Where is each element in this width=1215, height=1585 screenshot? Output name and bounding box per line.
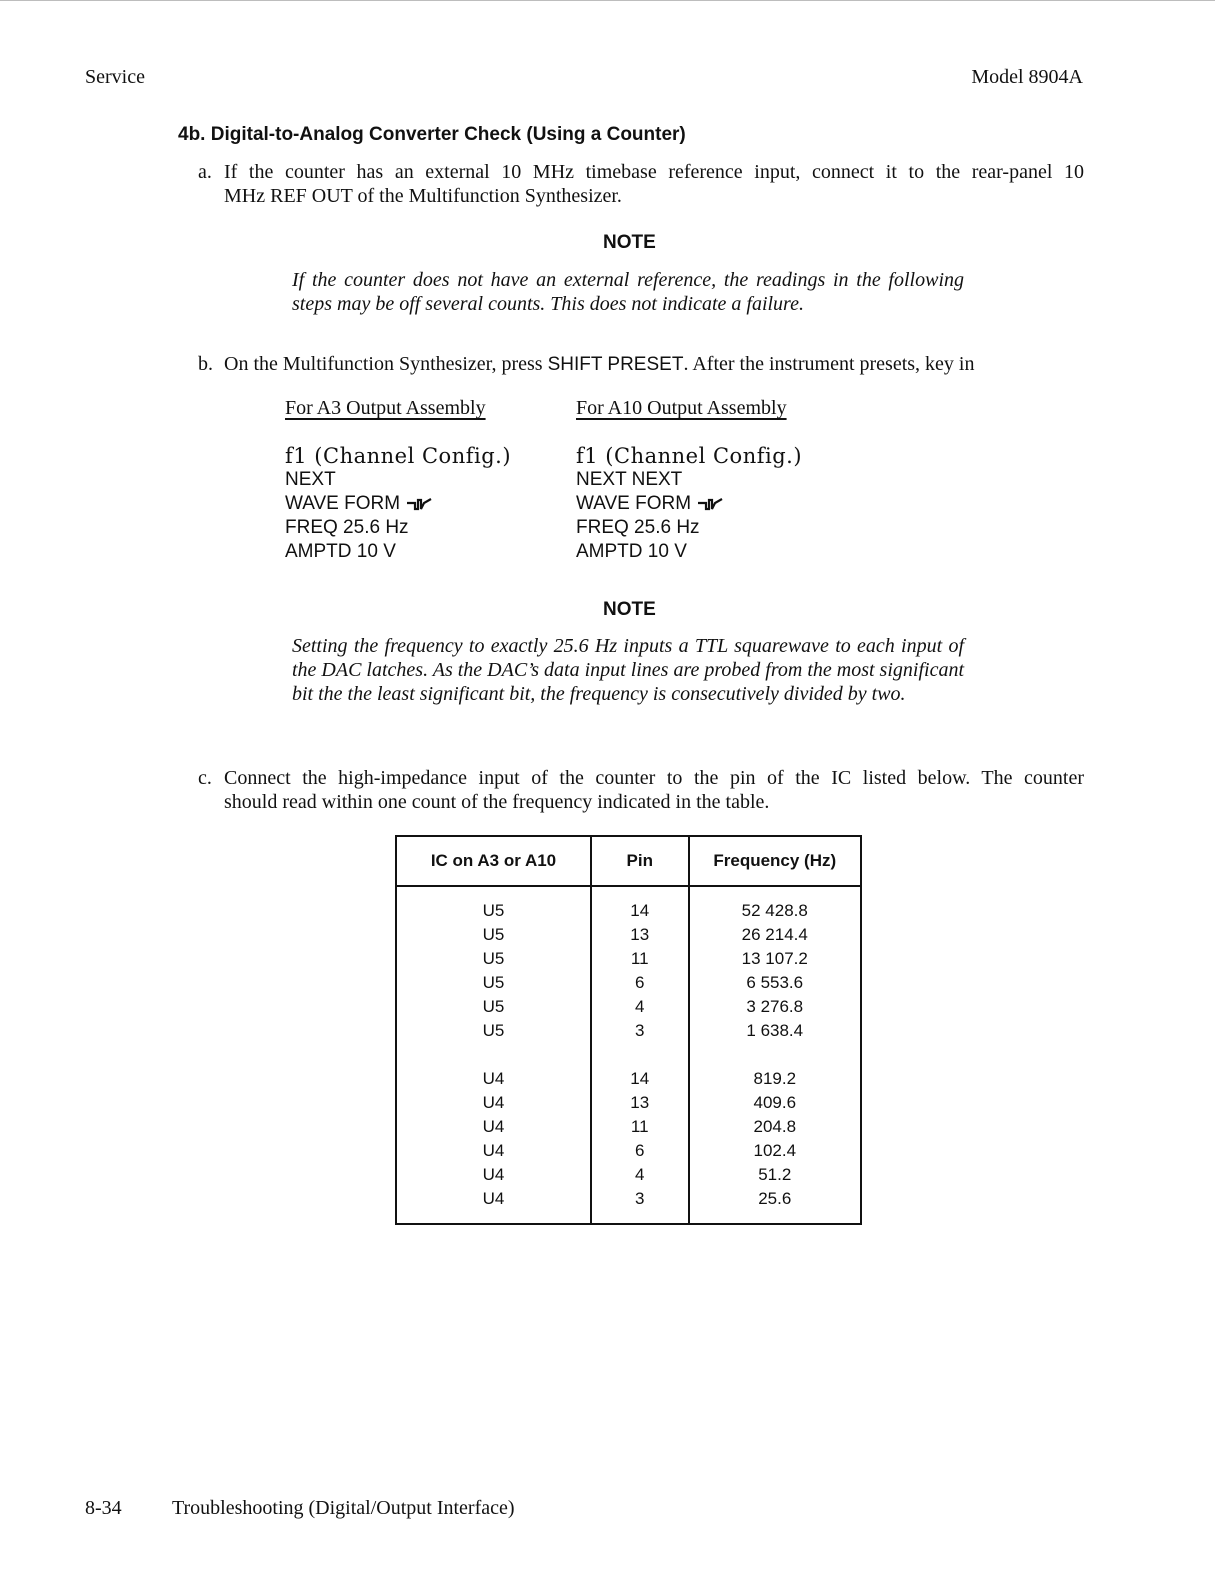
square-wave-icon	[697, 496, 723, 512]
pin-cell: 6	[591, 971, 689, 995]
a3-waveform-label: WAVE FORM	[285, 493, 401, 514]
pin-cell: 14	[591, 899, 689, 923]
table-row	[396, 1139, 861, 1163]
step-c-marker: c.	[198, 767, 212, 789]
column-header-pin: Pin	[591, 836, 689, 886]
frequency-cell: 1 638.4	[689, 1019, 861, 1043]
pin-cell: 14	[591, 1067, 689, 1091]
note-title: NOTE	[603, 599, 656, 620]
step-b-text-post: . After the instrument presets, key in	[683, 353, 975, 375]
ic-cell: U4	[396, 1139, 591, 1163]
column-header-frequency: Frequency (Hz)	[689, 836, 861, 886]
step-b-text-pre: On the Multifunction Synthesizer, press	[224, 353, 548, 375]
ic-cell: U5	[396, 971, 591, 995]
table-header-row	[396, 836, 861, 886]
table-row	[396, 1163, 861, 1187]
ic-cell: U4	[396, 1067, 591, 1091]
step-b-text	[224, 352, 974, 377]
pin-cell: 3	[591, 1187, 689, 1211]
table-row	[396, 1187, 861, 1211]
step-b-marker: b.	[198, 353, 213, 375]
a10-header: For A10 Output Assembly	[576, 397, 787, 419]
a10-key-line: NEXT NEXT	[576, 469, 683, 490]
table-row	[396, 923, 861, 947]
shift-preset-key: SHIFT PRESET	[547, 354, 684, 375]
frequency-cell: 204.8	[689, 1115, 861, 1139]
step-c-text-line2: should read within one count of the frequency indicated in the table.	[224, 791, 770, 813]
ic-cell: U4	[396, 1091, 591, 1115]
table-row	[396, 995, 861, 1019]
ic-cell: U5	[396, 947, 591, 971]
a3-key-line: f1 (Channel Config.)	[285, 444, 512, 468]
table-row	[396, 971, 861, 995]
a10-key-line-waveform	[576, 492, 802, 516]
frequency-cell: 26 214.4	[689, 923, 861, 947]
pin-cell: 11	[591, 1115, 689, 1139]
ic-cell: U5	[396, 995, 591, 1019]
ic-cell: U5	[396, 923, 591, 947]
a10-key-sequence	[576, 396, 802, 564]
frequency-cell: 3 276.8	[689, 995, 861, 1019]
running-header-left: Service	[85, 66, 145, 88]
frequency-cell: 13 107.2	[689, 947, 861, 971]
a3-key-line-waveform	[285, 492, 511, 516]
table-row	[396, 1091, 861, 1115]
pin-cell: 4	[591, 995, 689, 1019]
table-row	[396, 899, 861, 923]
frequency-cell: 52 428.8	[689, 899, 861, 923]
running-header-right: Model 8904A	[971, 66, 1083, 88]
pin-cell: 4	[591, 1163, 689, 1187]
a10-key-line: AMPTD 10 V	[576, 541, 687, 562]
ic-cell: U4	[396, 1115, 591, 1139]
ic-cell: U5	[396, 1019, 591, 1043]
frequency-cell: 6 553.6	[689, 971, 861, 995]
step-c-text-line1: Connect the high-impedance input of the counter to the pin of the IC listed below. The counter	[224, 767, 1084, 789]
pin-cell: 6	[591, 1139, 689, 1163]
a10-key-line: FREQ 25.6 Hz	[576, 517, 700, 538]
a10-key-line: f1 (Channel Config.)	[576, 444, 803, 468]
step-a-marker: a.	[198, 161, 212, 183]
frequency-cell: 51.2	[689, 1163, 861, 1187]
table-row	[396, 1067, 861, 1091]
pin-cell: 13	[591, 923, 689, 947]
ic-cell: U4	[396, 1163, 591, 1187]
page-number: 8-34	[85, 1497, 122, 1519]
a3-header: For A3 Output Assembly	[285, 397, 486, 419]
table-row	[396, 947, 861, 971]
a3-key-line: AMPTD 10 V	[285, 541, 396, 562]
pin-cell: 13	[591, 1091, 689, 1115]
step-a-text-line2: MHz REF OUT of the Multifunction Synthesizer.	[224, 185, 622, 207]
pin-cell: 11	[591, 947, 689, 971]
step-a-text-line1: If the counter has an external 10 MHz timebase reference input, connect it to the rear-panel 10	[224, 161, 1084, 183]
note-body: If the counter does not have an external reference, the readings in the following steps may be off several counts. This does not indicate a failure.	[292, 269, 964, 315]
pin-cell: 3	[591, 1019, 689, 1043]
a3-key-line: NEXT	[285, 469, 336, 490]
ic-cell: U4	[396, 1187, 591, 1211]
section-title: 4b. Digital-to-Analog Converter Check (Using a Counter)	[178, 124, 686, 145]
frequency-cell: 409.6	[689, 1091, 861, 1115]
square-wave-icon	[406, 496, 432, 512]
frequency-cell: 25.6	[689, 1187, 861, 1211]
table-row	[396, 1019, 861, 1043]
a3-key-line: FREQ 25.6 Hz	[285, 517, 409, 538]
footer-title: Troubleshooting (Digital/Output Interface)	[172, 1497, 515, 1519]
column-header-ic: IC on A3 or A10	[396, 836, 591, 886]
top-rule	[0, 0, 1215, 1]
a3-key-sequence	[285, 396, 511, 564]
table-row	[396, 1115, 861, 1139]
ic-cell: U5	[396, 899, 591, 923]
ic-frequency-table	[395, 835, 862, 1225]
frequency-cell: 819.2	[689, 1067, 861, 1091]
note-title: NOTE	[603, 232, 656, 253]
frequency-cell: 102.4	[689, 1139, 861, 1163]
a10-waveform-label: WAVE FORM	[576, 493, 692, 514]
note-body: Setting the frequency to exactly 25.6 Hz inputs a TTL squarewave to each input of the DAC latches. As the DAC’s data input lines are probed from the most significant bit the the least significant bit, the frequency is consecutively divided by two.	[292, 635, 965, 705]
